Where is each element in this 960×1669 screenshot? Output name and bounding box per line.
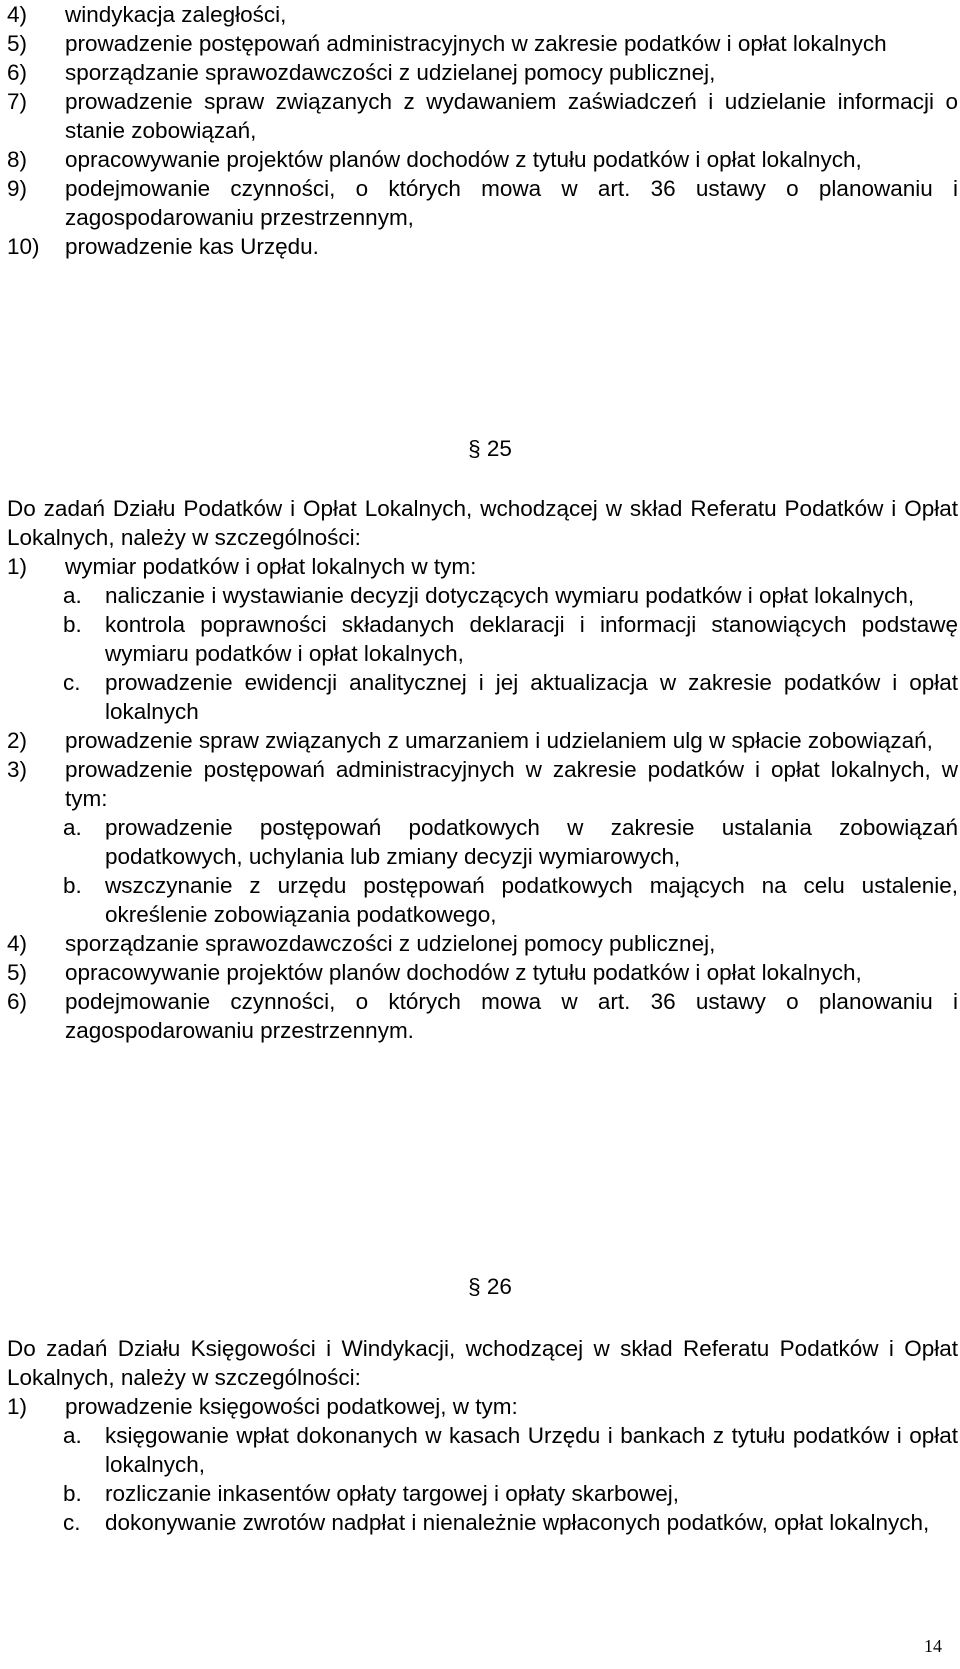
list-item: 9) podejmowanie czynności, o których mowa w art. 36 ustawy o planowaniu i zagospodarowaniu przestrzennym, <box>7 176 958 230</box>
list-item: 1) wymiar podatków i opłat lokalnych w tym: <box>7 554 477 579</box>
sub-list-item: c. prowadzenie ewidencji analitycznej i jej aktualizacja w zakresie podatków i opłat lokalnych <box>63 670 958 724</box>
list-item: 5) opracowywanie projektów planów dochodów z tytułu podatków i opłat lokalnych, <box>7 960 862 985</box>
sub-list-item: b. rozliczanie inkasentów opłaty targowej i opłaty skarbowej, <box>63 1481 680 1506</box>
sub-list-item: c. dokonywanie zwrotów nadpłat i nienależnie wpłaconych podatków, opłat lokalnych, <box>63 1510 930 1535</box>
section-26-heading: § 26 <box>468 1274 512 1299</box>
page-number: 14 <box>924 1636 942 1656</box>
list-item: 3) prowadzenie postępowań administracyjnych w zakresie podatków i opłat lokalnych, w tym: <box>7 757 958 811</box>
list-item: 4) windykacja zaległości, <box>7 2 287 27</box>
section-25-intro: Do zadań Działu Podatków i Opłat Lokalnych, wchodzącej w skład Referatu Podatków i Opłat Lokalnych, należy w szczególności: <box>7 496 958 550</box>
list-item: 6) podejmowanie czynności, o których mowa w art. 36 ustawy o planowaniu i zagospodarowaniu przestrzennym. <box>7 989 958 1043</box>
list-item: 10) prowadzenie kas Urzędu. <box>7 234 319 259</box>
section-25-body <box>7 494 958 1045</box>
list-item: 6) sporządzanie sprawozdawczości z udzielanej pomocy publicznej, <box>7 60 716 85</box>
sub-list-item: a. księgowanie wpłat dokonanych w kasach Urzędu i bankach z tytułu podatków i opłat lokalnych, <box>63 1423 958 1477</box>
list-item: 1) prowadzenie księgowości podatkowej, w tym: <box>7 1394 518 1419</box>
section-26-intro: Do zadań Działu Księgowości i Windykacji, wchodzącej w skład Referatu Podatków i Opłat Lokalnych, należy w szczególności: <box>7 1336 958 1390</box>
list-item: 4) sporządzanie sprawozdawczości z udzielonej pomocy publicznej, <box>7 931 716 956</box>
sub-list-item: a. naliczanie i wystawianie decyzji dotyczących wymiaru podatków i opłat lokalnych, <box>63 583 915 608</box>
list-item: 8) opracowywanie projektów planów dochodów z tytułu podatków i opłat lokalnych, <box>7 147 862 172</box>
list-item: 5) prowadzenie postępowań administracyjnych w zakresie podatków i opłat lokalnych <box>7 31 887 56</box>
sub-list-item: a. prowadzenie postępowań podatkowych w zakresie ustalania zobowiązań podatkowych, uchylania lub zmiany decyzji wymiarowych, <box>63 815 958 869</box>
sub-list-item: b. kontrola poprawności składanych deklaracji i informacji stanowiących podstawę wymiaru podatków i opłat lokalnych, <box>63 612 958 666</box>
list-item: 7) prowadzenie spraw związanych z wydawaniem zaświadczeń i udzielanie informacji o stanie zobowiązań, <box>7 89 958 143</box>
list-item: 2) prowadzenie spraw związanych z umarzaniem i udzielaniem ulg w spłacie zobowiązań, <box>7 728 933 753</box>
section-25-heading: § 25 <box>468 436 512 461</box>
section-26-body <box>7 1334 958 1537</box>
sub-list-item: b. wszczynanie z urzędu postępowań podatkowych mających na celu ustalenie, określenie zobowiązania podatkowego, <box>63 873 958 927</box>
section-24-list <box>7 0 958 261</box>
